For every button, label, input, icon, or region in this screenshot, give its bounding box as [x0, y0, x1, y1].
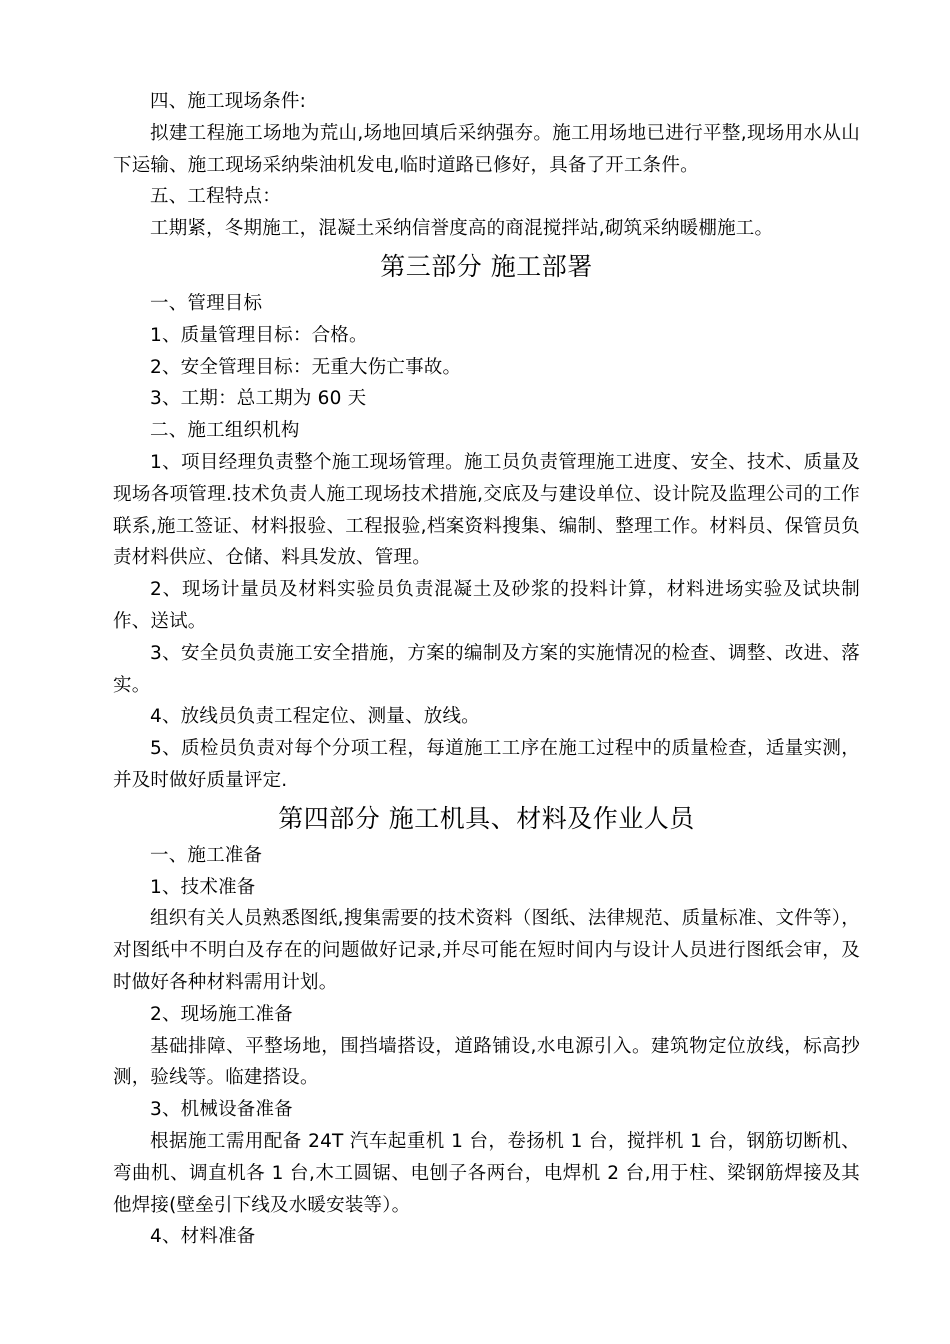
paragraph-site-prep: 基础排障、平整场地，围挡墙搭设，道路铺设,水电源引入。建筑物定位放线，标高抄测，验线等。临建搭设。 [113, 1035, 860, 1089]
subheading-equipment-prep: 3、机械设备准备 [150, 1099, 293, 1121]
section-heading-management-goals: 一、管理目标 [150, 292, 263, 314]
part-three-title: 第三部分 施工部署 [380, 251, 593, 281]
subheading-technical-prep: 1、技术准备 [150, 876, 256, 898]
paragraph-technical-prep: 组织有关人员熟悉图纸,搜集需要的技术资料（图纸、法律规范、质量标准、文件等），对图纸中不明白及存在的问题做好记录,并尽可能在短时间内与设计人员进行图纸会审，及时做好各种材料需用计划。 [113, 908, 860, 993]
list-item-safety-goal: 2、安全管理目标：无重大伤亡事故。 [150, 356, 462, 378]
section-heading-site-conditions: 四、施工现场条件: [150, 91, 307, 112]
paragraph-equipment-prep: 根据施工需用配备 24T 汽车起重机 1 台，卷扬机 1 台，搅拌机 1 台，钢筋切断机、弯曲机、调直机各 1 台,木工圆锯、电刨子各两台，电焊机 2 台,用于柱、梁钢筋焊接及其他焊接(壁垒引下线及水暖安装等）。 [113, 1130, 860, 1216]
paragraph-project-features: 工期紧，冬期施工，混凝土采纳信誉度高的商混搅拌站,砌筑采纳暖棚施工。 [150, 218, 774, 240]
subheading-site-prep: 2、现场施工准备 [150, 1003, 293, 1025]
list-item-schedule: 3、工期：总工期为 60 天 [150, 388, 367, 410]
list-item-measurer: 2、现场计量员及材料实验员负责混凝土及砂浆的投料计算，材料进场实验及试块制作、送试。 [113, 579, 860, 632]
subheading-material-prep: 4、材料准备 [150, 1226, 256, 1248]
list-item-project-manager: 1、项目经理负责整个施工现场管理。施工员负责管理施工进度、安全、技术、质量及现场各项管理.技术负责人施工现场技术措施,交底及与建设单位、设计院及监理公司的工作联系,施工签证、材料报验、工程报验,档案资料搜集、编制、整理工作。材料员、保管员负责材料供应、仓储、料具发放、管理。 [113, 451, 860, 569]
paragraph-site-conditions: 拟建工程施工场地为荒山,场地回填后采纳强夯。施工用场地已进行平整,现场用水从山下运输、施工现场采纳柴油机发电,临时道路已修好，具备了开工条件。 [113, 122, 860, 176]
list-item-quality-goal: 1、质量管理目标：合格。 [150, 324, 368, 346]
section-heading-project-features: 五、工程特点： [150, 186, 281, 208]
list-item-quality-inspector: 5、质检员负责对每个分项工程，每道施工工序在施工过程中的质量检查，适量实测，并及时做好质量评定. [113, 738, 860, 791]
part-four-title: 第四部分 施工机具、材料及作业人员 [278, 803, 695, 833]
list-item-surveyor: 4、放线员负责工程定位、测量、放线。 [150, 706, 480, 728]
list-item-safety-officer: 3、安全员负责施工安全措施，方案的编制及方案的实施情况的检查、调整、改进、落实。 [113, 642, 860, 696]
section-heading-organization: 二、施工组织机构 [150, 420, 300, 442]
section-heading-construction-prep: 一、施工准备 [150, 844, 263, 866]
